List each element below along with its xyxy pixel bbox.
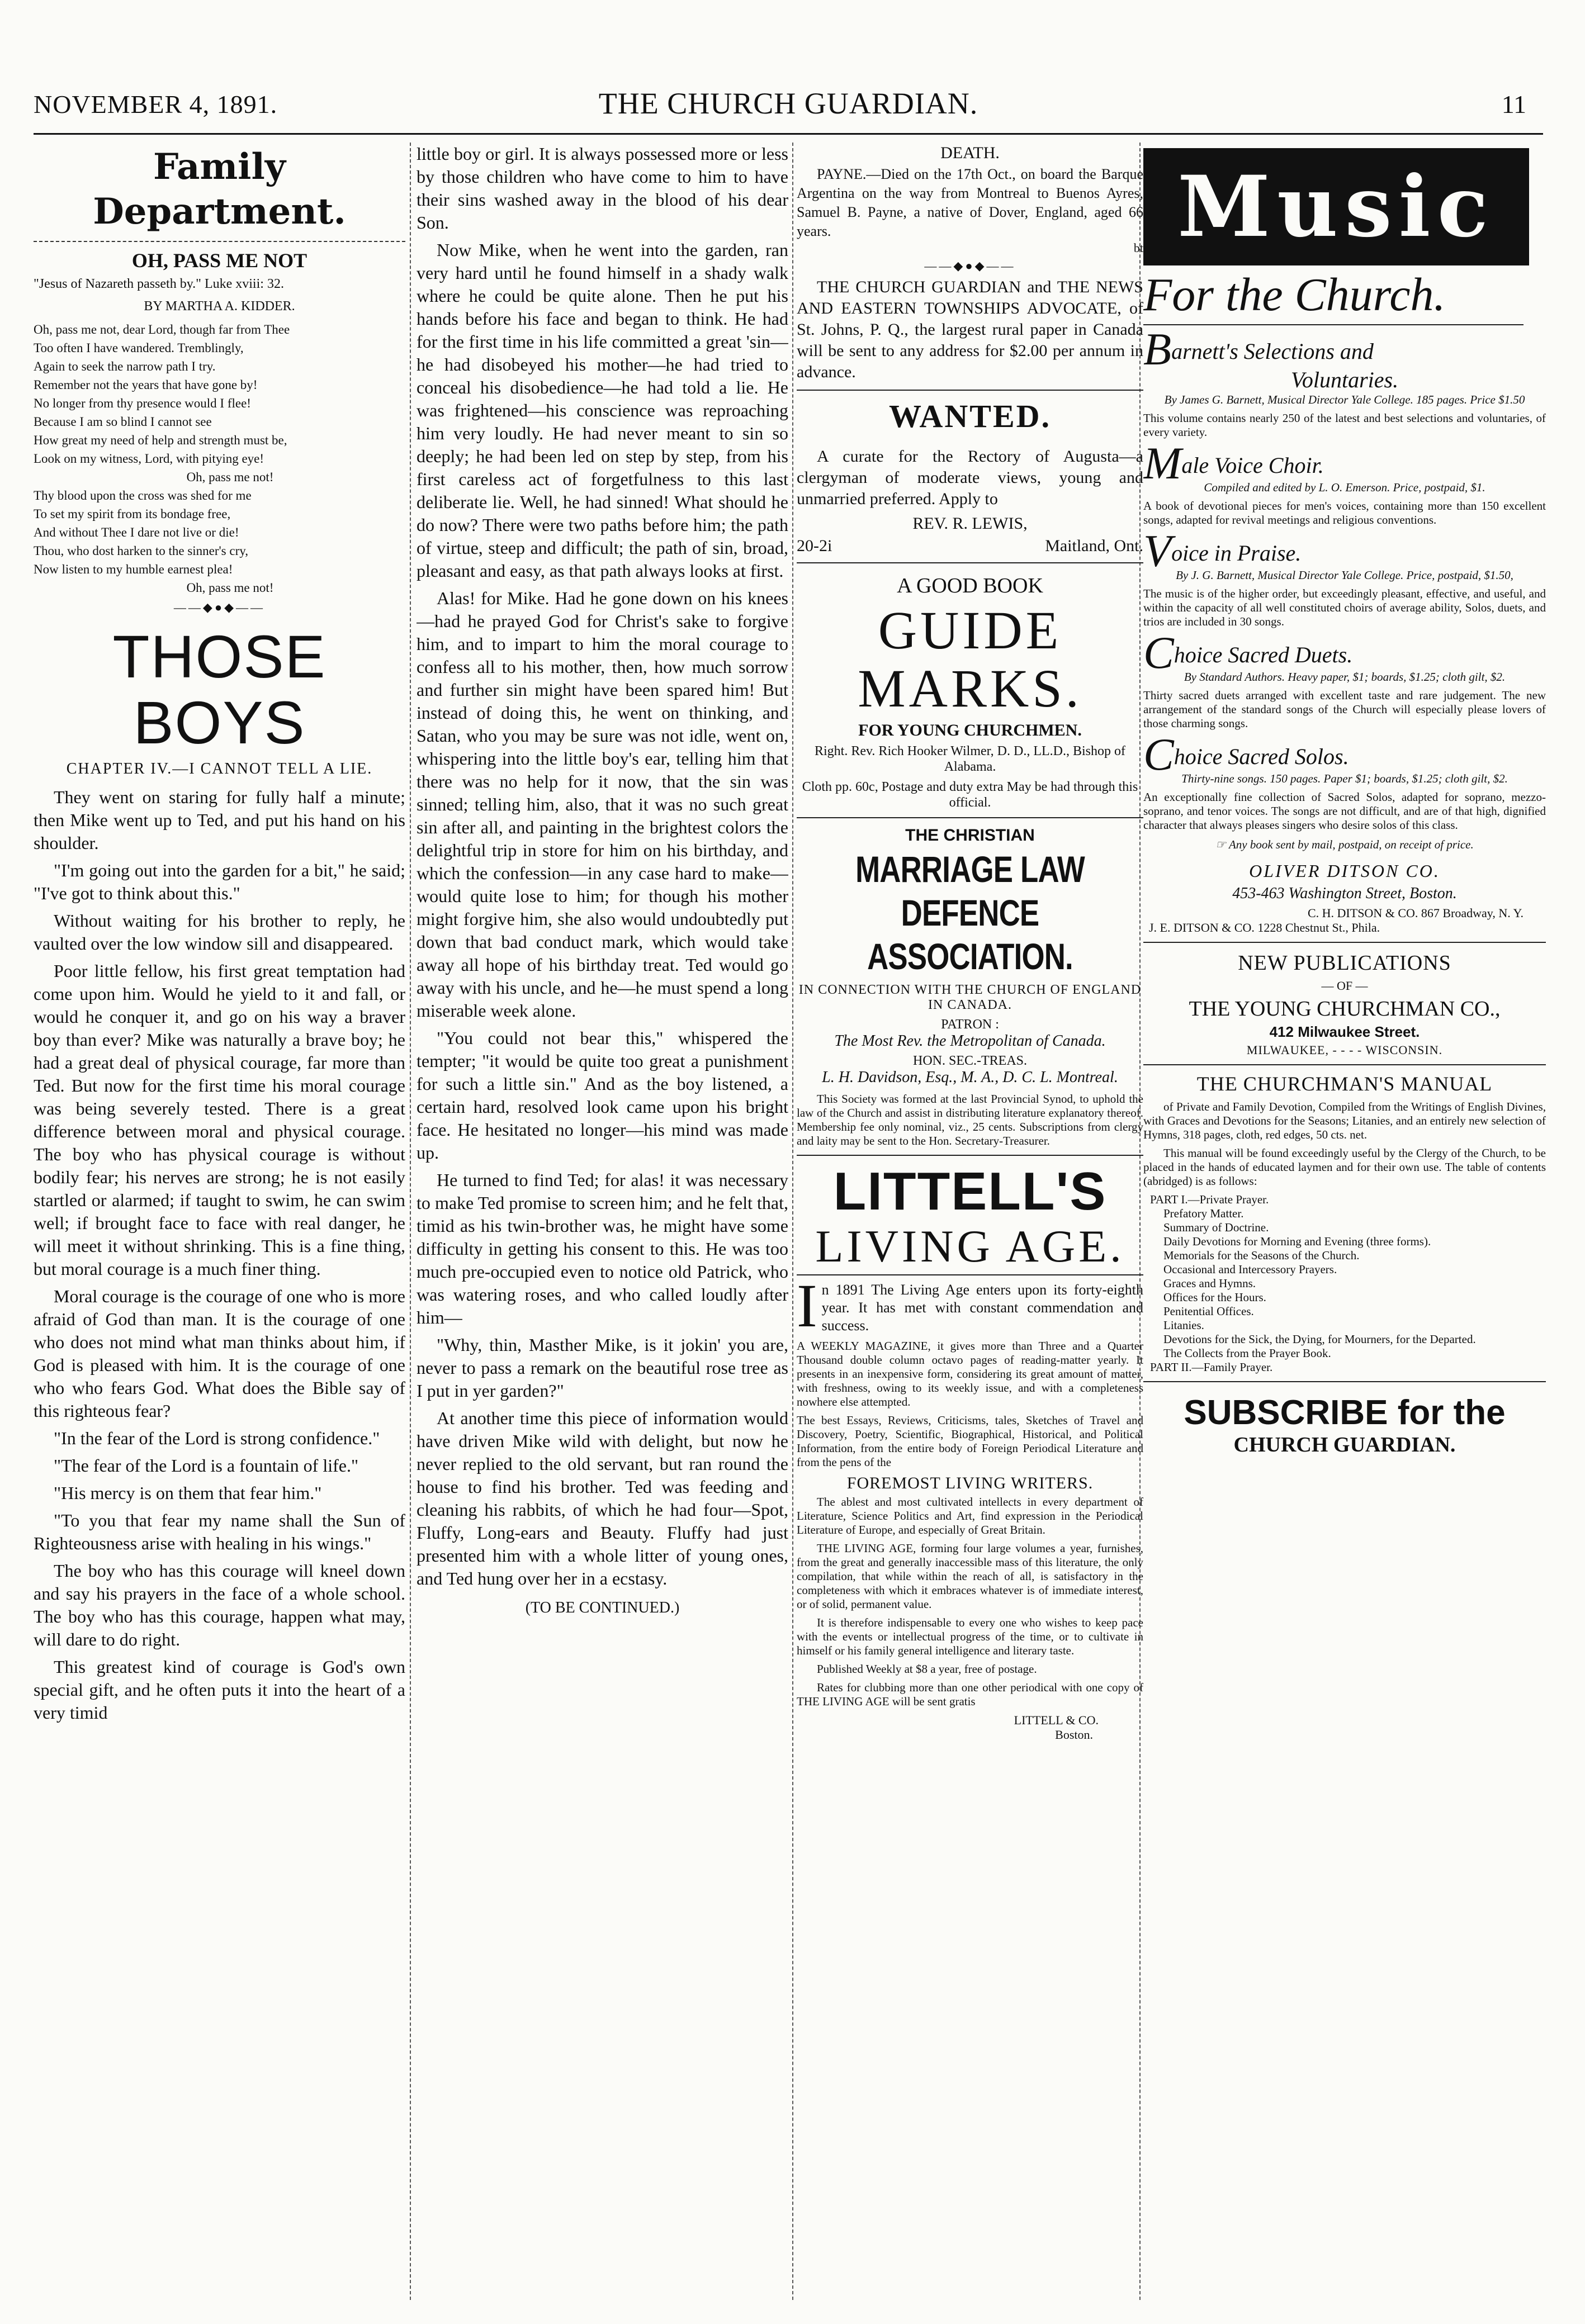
story-paragraph: "To you that fear my name shall the Sun of Righteousness arise with healing in his wings." (34, 1510, 405, 1553)
drop-cap: C (1143, 627, 1174, 678)
contents-item: Prefatory Matter. (1163, 1207, 1244, 1220)
music-item-desc: A book of devotional pieces for men's voices, containing more than 150 excellent songs, adapted for revival meetings and religious conventions. (1143, 499, 1546, 527)
story-paragraph: "In the fear of the Lord is strong confidence." (54, 1428, 380, 1448)
page-header (34, 84, 1543, 134)
music-item-title: Voice in Praise. (1143, 525, 1302, 576)
poem-refrain: Oh, pass me not! (186, 470, 274, 484)
poem-line: Because I am so blind I cannot see (34, 415, 212, 429)
divider (34, 241, 405, 242)
contents-item: Offices for the Hours. (1163, 1291, 1266, 1304)
pubs-street: 412 Milwaukee Street. (1269, 1023, 1420, 1040)
pointing-hand-icon: ☞ (1215, 838, 1227, 851)
poem-author: BY MARTHA A. KIDDER. (144, 299, 295, 314)
death-heading: DEATH. (940, 144, 1000, 162)
story-paragraph: The boy who has this courage will kneel down and say his prayers in the face of a whole school. The boy who has this courage, happen what may, will dare to do right. (34, 1561, 405, 1649)
music-item-title: Barnett's Selections and (1143, 324, 1374, 374)
poem-line: To set my spirit from its bondage free, (34, 507, 231, 521)
ditson-branch: C. H. DITSON & CO. 867 Broadway, N. Y. (1307, 906, 1524, 920)
wanted-place: Maitland, Ont. (1045, 537, 1143, 555)
story-paragraph: Now Mike, when he went into the garden, ran very hard until he found himself in a shady walk where he could be quite alone. Then he put his hands before his face and began to think. He had for the first time in his life committed a great 'sin—he had disobeyed his mother—he had tried to conceal his disobedience—he had told a lie. He was frightened—his conscience was reproaching him very loudly. He had never meant to sin so deeply; he had been led on step by step, from his first careless act of forgetfulness to this last deliberate lie. Well, he had sinned! What should he do now? There were two paths before him; the path of virtue, steep and difficult; the path of sin, broad, pleasant and easy, as that path always looks at first. (417, 240, 788, 581)
music-item-by: By J. G. Barnett, Musical Director Yale College. Price, postpaid, $1.50, (1176, 568, 1513, 582)
drop-cap: C (1143, 729, 1174, 780)
ornament-divider: ——◆●◆—— (924, 259, 1016, 273)
contents-item: PART II.—Family Prayer. (1150, 1360, 1273, 1374)
story-paragraph: "Why, thin, Masther Mike, is it jokin' you are, never to pass a remark on the beautiful rose tree as I put in yer garden?" (417, 1335, 788, 1401)
story-paragraph: "The fear of the Lord is a fountain of life." (54, 1455, 359, 1476)
divider (797, 390, 1143, 391)
marriage-patron-label: PATRON : (941, 1017, 999, 1032)
column-2 (417, 143, 788, 2300)
column-4 (1143, 143, 1546, 2300)
story-paragraph: They went on staring for fully half a minute; then Mike went up to Ted, and put his hand on his shoulder. (34, 787, 405, 853)
music-banner: Music (1143, 148, 1529, 265)
divider (797, 1274, 1143, 1275)
music-item-desc: Thirty sacred duets arranged with excellent taste and rare judgement. The new arrangement of the standard songs of the Church will especially please lovers of those charming songs. (1143, 689, 1546, 730)
music-item-title: Choice Sacred Duets. (1143, 627, 1353, 678)
divider (797, 1155, 1143, 1156)
drop-cap: M (1143, 438, 1182, 488)
header-rule (34, 133, 1543, 135)
divider (1143, 942, 1546, 943)
littell-paragraph: The ablest and most cultivated intellects in every department of Literature, Science Politics and Art, find expression in the Periodical Literature of Europe, and especially of Great Britain. (797, 1495, 1143, 1536)
music-item-title: Male Voice Choir. (1143, 438, 1324, 488)
marriage-pre: THE CHRISTIAN (905, 826, 1035, 845)
page-number: 11 (1501, 90, 1526, 118)
column-3 (797, 143, 1143, 2300)
poem-title: OH, PASS ME NOT (131, 249, 307, 272)
poem-line: How great my need of help and strength must be, (34, 433, 287, 447)
contents-item: Graces and Hymns. (1163, 1277, 1256, 1290)
poem-line: Look on my witness, Lord, with pitying eye! (34, 452, 264, 466)
marriage-title: MARRIAGE LAW DEFENCE (855, 848, 1085, 933)
contents-item: The Collects from the Prayer Book. (1163, 1346, 1331, 1360)
contents-item: Occasional and Intercessory Prayers. (1163, 1263, 1337, 1276)
poem-epigraph: "Jesus of Nazareth passeth by." Luke xviii: 32. (34, 277, 284, 291)
drop-cap: B (1143, 324, 1172, 374)
contents-item: Memorials for the Seasons of the Church. (1163, 1249, 1360, 1262)
marriage-sec-label: HON. SEC.-TREAS. (912, 1054, 1027, 1068)
wanted-contact: REV. R. LEWIS, (912, 514, 1028, 533)
churchmans-manual-title: THE CHURCHMAN'S MANUAL (1196, 1073, 1493, 1095)
story-paragraph: He turned to find Ted; for alas! it was necessary to make Ted promise to screen him; and he felt that, timid as his twin-brother was, he might have some difficulty in getting his consent to this. He was too much pre-occupied even to notice old Patrick, who was watering roses, and who called loudly after him— (417, 1170, 788, 1327)
ditson-address: 453-463 Washington Street, Boston. (1232, 885, 1457, 902)
new-publications-heading: NEW PUBLICATIONS (1238, 951, 1451, 975)
family-department-heading: Family Department. (93, 146, 346, 233)
story-paragraph: Moral courage is the courage of one who is more afraid of God than man. It is the courage of one who does not mind what man thinks about him, if God is pleased with him. It is the courage of one who who fears God. What does the Bible say of this righteous fear? (34, 1286, 405, 1421)
littell-paragraph: The best Essays, Reviews, Criticisms, tales, Sketches of Travel and Discovery, Poetry, Scientific, Biographical, Historical, and Political Information, from the entire body of Foreign Periodical Literature and from the pens of the (797, 1414, 1143, 1469)
poem-body (34, 320, 405, 597)
littell-intro: In 1891 The Living Age enters upon its forty-eighth year. It has met with constant commendation and success. (797, 1272, 1143, 1340)
guide-title: GUIDE MARKS. (858, 600, 1082, 718)
guide-subtitle: FOR YOUNG CHURCHMEN. (858, 721, 1082, 739)
wanted-address (797, 537, 1143, 556)
story-paragraph: "His mercy is on them that fear him." (54, 1483, 322, 1503)
manual-contents (1143, 1193, 1546, 1374)
pubs-city: MILWAUKEE, - - - - WISCONSIN. (1246, 1043, 1443, 1057)
story-paragraph: "You could not bear this," whispered the tempter; "it would be quite too great a punishment for such a little sin." And as the boy listened, a certain hard, resolved look came upon his bright face. He hesitated no longer—his mind was made up. (417, 1028, 788, 1163)
littell-paragraph: Rates for clubbing more than one other periodical with one copy of THE LIVING AGE will be sent gratis (797, 1681, 1143, 1708)
wanted-text: A curate for the Rectory of Augusta—a clergyman of moderate views, young and unmarried preferred. Apply to (797, 447, 1143, 508)
divider (797, 562, 1143, 563)
subscribe-line: SUBSCRIBE for the (1184, 1393, 1506, 1432)
story-paragraph: little boy or girl. It is always possessed more or less by those children who have come to him to have their sins washed away in the blood of his dear Son. (417, 144, 788, 233)
story-paragraph: Alas! for Mike. Had he gone down on his knees—had he prayed God for Christ's sake to forgive him, and to impart to him the moral courage to confess all to his mother, then, how much sorrow and further sin might have been spared him! But instead of doing this, he went on thinking, and Satan, who you may be sure was not idle, went on, whispering into the little boy's ear, telling him that there was no help for it now, that the sin was sinned; telling him, also, that it was no such great sin after all, and painting in the brightest colors the delightful trip in store for him on his birthday, and which the confession—in any case hard to make—would quite lose to him; for though his mother might forgive him, she also would undoubtedly put down that bad conduct mark, which would take away all hope of his birthday treat. Ted would go away with his uncle, and he—he must spend a long miserable week alone. (417, 588, 788, 1021)
music-item-desc: An exceptionally fine collection of Sacred Solos, adapted for soprano, mezzo-soprano, and tenor voices. The songs are not difficult, and are of that high, dignified character that always pleases singers who desire solos of this class. (1143, 790, 1546, 832)
living-age-title: LIVING AGE. (815, 1221, 1125, 1272)
guide-pre: A GOOD BOOK (897, 574, 1043, 597)
littell-city: Boston. (1055, 1728, 1093, 1742)
subscribe-paper: CHURCH GUARDIAN. (1233, 1433, 1456, 1457)
divider (1143, 1381, 1546, 1382)
divider (1143, 1064, 1546, 1065)
marriage-text: This Society was formed at the last Provincial Synod, to uphold the law of the Church and assist in distributing literature explanatory thereof. Membership fee only nominal, viz., 25 cents. Subscriptions from clergy and laity may be sent to the Hon. Secretary-Treasurer. (797, 1092, 1143, 1147)
drop-cap: V (1143, 525, 1172, 576)
to-be-continued: (TO BE CONTINUED.) (525, 1599, 680, 1616)
music-item-by: By Standard Authors. Heavy paper, $1; boards, $1.25; cloth gilt, $2. (1184, 670, 1506, 684)
for-the-church: For the Church. (1143, 269, 1446, 321)
littell-paragraph: THE LIVING AGE, forming four large volumes a year, furnishes, from the great and generally inaccessible mass of this literature, the only compilation, that while within the reach of all, is satisfactory in the completeness with which it embraces whatever is of immediate interest, or of solid, permanent value. (797, 1542, 1143, 1611)
wanted-heading: WANTED. (888, 398, 1052, 434)
contents-item: Summary of Doctrine. (1163, 1221, 1269, 1234)
contents-item: Penitential Offices. (1163, 1305, 1254, 1318)
guardian-notice: THE CHURCH GUARDIAN and THE NEWS AND EASTERN TOWNSHIPS ADVOCATE, of St. Johns, P. Q., the largest rural paper in Canada will be sent to any address for $2.00 per annum in advance. (797, 278, 1143, 381)
contents-item: Litanies. (1163, 1318, 1204, 1332)
story-paragraph: At another time this piece of information would have driven Mike wild with delight, but now he never replied to the old servant, but ran round the house to find his brother. Ted was feeding and cleaning his rabbits, of which he had four—Spot, Fluffy, Long-ears and Beauty. Fluffy had just presented him with a whole litter of young ones, and Ted hung over her in a ecstasy. (417, 1408, 788, 1588)
story-paragraph: Without waiting for his brother to reply, he vaulted over the low window sill and disappeared. (34, 910, 405, 954)
marriage-patron: The Most Rev. the Metropolitan of Canada. (834, 1032, 1106, 1050)
column-1 (34, 143, 405, 2300)
story-paragraph: Poor little fellow, his first great temptation had come upon him. Would he yield to it and fall, or would he conquer it, and go on his way a braver boy than ever? Mike was naturally a brave boy; he had a great deal of physical courage, far more than Ted. But now for the first time his moral courage was being severely tested. There is a great difference between moral and physical courage. The boy who has physical courage is without bodily fear; his nerves are strong; he is not easily startled or alarmed; if taught to swim, he can swim well; if brought face to face with real danger, he will meet it without shrinking. This is a fine thing, but moral courage is a much finer thing. (34, 961, 405, 1279)
guide-price: Cloth pp. 60c, Postage and duty extra May be had through this official. (802, 780, 1138, 810)
death-notice: PAYNE.—Died on the 17th Oct., on board the Barque Argentina on the way from Montreal to Buenos Ayres, Samuel B. Payne, a native of Dover, England, aged 66 years. (797, 166, 1143, 239)
littell-title: LITTELL'S (833, 1161, 1107, 1221)
story-paragraph: "I'm going out into the garden for a bit," he said; "I've got to think about this." (34, 860, 405, 903)
music-item-by: Thirty-nine songs. 150 pages. Paper $1; boards, $1.25; cloth gilt, $2. (1181, 772, 1508, 785)
poem-refrain: Oh, pass me not! (186, 581, 274, 595)
header-date: NOVEMBER 4, 1891. (34, 90, 278, 118)
wanted-code: 20-2i (797, 537, 832, 555)
littell-publisher: LITTELL & CO. (1014, 1713, 1099, 1727)
poem-line: And without Thee I dare not live or die! (34, 525, 239, 539)
contents-item: Devotions for the Sick, the Dying, for Mourners, for the Departed. (1163, 1332, 1476, 1346)
music-item-desc: This volume contains nearly 250 of the latest and best selections and voluntaries, of every variety. (1143, 411, 1546, 439)
column-divider (792, 143, 793, 2300)
newspaper-title: THE CHURCH GUARDIAN. (598, 87, 978, 120)
mail-note: ☞ Any book sent by mail, postpaid, on receipt of price. (1215, 838, 1474, 851)
death-ref: bt (1133, 241, 1143, 255)
manual-description: This manual will be found exceedingly useful by the Clergy of the Church, to be placed in the hands of educated laymen and for their own use. The table of contents (abridged) is as follows: (1143, 1146, 1546, 1188)
story-chapter: CHAPTER IV.—I CANNOT TELL A LIE. (66, 760, 373, 777)
littell-writers: FOREMOST LIVING WRITERS. (846, 1474, 1094, 1492)
marriage-title-2: ASSOCIATION. (867, 936, 1073, 977)
contents-item: PART I.—Private Prayer. (1150, 1193, 1269, 1206)
contents-item: Daily Devotions for Morning and Evening (three forms). (1163, 1235, 1431, 1248)
music-item-by: Compiled and edited by L. O. Emerson. Price, postpaid, $1. (1204, 481, 1485, 494)
pubs-of: — OF — (1321, 979, 1368, 993)
story-paragraph: This greatest kind of courage is God's own special gift, and he often puts it into the heart of a very timid (34, 1657, 405, 1723)
littell-paragraph: Published Weekly at $8 a year, free of postage. (817, 1662, 1037, 1676)
poem-line: Now listen to my humble earnest plea! (34, 562, 233, 576)
poem-line: Oh, pass me not, dear Lord, though far from Thee (34, 322, 290, 336)
poem-line: No longer from thy presence would I flee! (34, 396, 251, 410)
divider (797, 817, 1143, 818)
divider (1143, 324, 1524, 325)
guide-author: Right. Rev. Rich Hooker Wilmer, D. D., LL.D., Bishop of Alabama. (814, 744, 1126, 774)
poem-line: Thy blood upon the cross was shed for me (34, 488, 252, 502)
music-item-desc: The music is of the higher order, but exceedingly pleasant, effective, and useful, and within the capacity of all well constituted choirs of average ability, Solos, duets, and trios are included in 30 songs. (1143, 587, 1546, 628)
music-item-by: By James G. Barnett, Musical Director Yale College. 185 pages. Price $1.50 (1164, 393, 1525, 406)
marriage-connection: IN CONNECTION WITH THE CHURCH OF ENGLAND IN CANADA. (798, 983, 1142, 1012)
column-divider (410, 143, 411, 2300)
ornament-divider: ——◆●◆—— (173, 600, 266, 614)
ditson-branch: J. E. DITSON & CO. 1228 Chestnut St., Phila. (1149, 921, 1380, 935)
music-item-title: Choice Sacred Solos. (1143, 729, 1349, 780)
poem-line: Too often I have wandered. Tremblingly, (34, 341, 244, 355)
littell-paragraph: A WEEKLY MAGAZINE, it gives more than Three and a Quarter Thousand double column octavo pages of reading-matter yearly. It presents in an inexpensive form, considering its great amount of matter, with freshness, owing to its weekly issue, and with a completeness nowhere else attempted. (797, 1339, 1143, 1408)
ditson-firm: OLIVER DITSON CO. (1249, 861, 1440, 881)
poem-line: Thou, who dost harken to the sinner's cry, (34, 544, 248, 558)
story-title: THOSE BOYS (112, 623, 327, 756)
marriage-secretary: L. H. Davidson, Esq., M. A., D. C. L. Montreal. (822, 1069, 1118, 1086)
young-churchman-firm: THE YOUNG CHURCHMAN CO., (1189, 997, 1501, 1021)
drop-cap: I (797, 1272, 817, 1340)
music-item-title-2: Voluntaries. (1290, 367, 1399, 392)
manual-description: of Private and Family Devotion, Compiled from the Writings of English Divines, with Graces and Devotions for the Seasons; Litanies, and an entirely new selection of Hymns, 318 pages, cloth, red edges, 50 cts. net. (1143, 1100, 1546, 1141)
poem-line: Again to seek the narrow path I try. (34, 359, 216, 373)
poem-line: Remember not the years that have gone by! (34, 378, 258, 392)
littell-paragraph: It is therefore indispensable to every one who wishes to keep pace with the events or intellectual progress of the time, or to cultivate in himself or his family general intelligence and literary taste. (797, 1616, 1143, 1657)
